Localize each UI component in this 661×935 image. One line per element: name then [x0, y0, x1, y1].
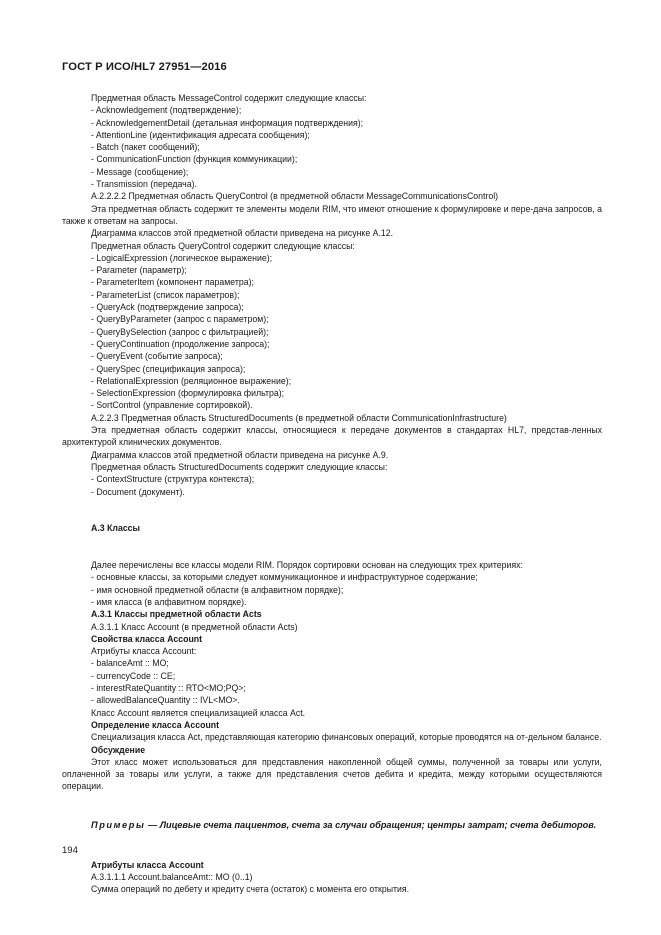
list-item: - Document (документ). [91, 486, 185, 497]
paragraph: Специализация класса Act, представляющая категорию финансовых операций, которые проводятся на от-дельном балансе. [91, 732, 602, 743]
section-heading: A.3.1 Классы предметной области Acts [91, 609, 262, 620]
list-item: - balanceAmt :: MO; [91, 658, 169, 669]
list-item: - SelectionExpression (формулировка фильтра); [91, 388, 285, 399]
paragraph: Класс Account является специализацией класса Act. [91, 707, 306, 718]
list-item: - Parameter (параметр); [91, 265, 187, 276]
document-header: ГОСТ Р ИСО/HL7 27951—2016 [62, 61, 227, 73]
list-item: - ContextStructure (структура контекста); [91, 474, 255, 485]
paragraph: Эта предметная область содержит классы, относящиеся к передаче документов в стандартах HL7, представ-ленных архитектурой клинических документов. [62, 425, 602, 448]
paragraph: Предметная область StructuredDocuments содержит следующие классы: [91, 461, 388, 472]
list-item: - QueryBySelection (запрос с фильтрацией); [91, 326, 269, 337]
section-heading: Атрибуты класса Account [91, 859, 204, 870]
section-heading: Определение класса Account [91, 719, 220, 730]
page-number: 194 [62, 845, 78, 856]
paragraph: Диаграмма классов этой предметной области приведена на рисунке A.12. [91, 228, 394, 239]
list-item: - имя класса (в алфавитном порядке). [91, 596, 247, 607]
paragraph: Сумма операций по дебету и кредиту счета (остаток) с момента его открытия. [91, 884, 410, 895]
paragraph: A.3.1.1.1 Account.balanceAmt:: MO (0..1) [91, 871, 253, 882]
example-text: — Лицевые счета пациентов, счета за случаи обращения; центры затрат; счета дебиторов. [145, 820, 597, 831]
list-item: - ParameterList (список параметров); [91, 289, 240, 300]
list-item: - RelationalExpression (реляционное выражение); [91, 375, 292, 386]
list-item: - Acknowledgement (подтверждение); [91, 105, 242, 116]
spacer [62, 543, 602, 550]
list-item: - ParameterItem (компонент параметра); [91, 277, 254, 288]
list-item: - CommunicationFunction (функция коммуникации); [91, 154, 298, 165]
spacer [62, 841, 602, 850]
example-note [62, 819, 602, 832]
paragraph: Предметная область QueryControl содержит следующие классы: [91, 240, 355, 251]
list-item: - основные классы, за которыми следует коммуникационное и инфраструктурное содержание; [91, 572, 478, 583]
list-item: - allowedBalanceQuantity :: IVL<MO>. [91, 695, 240, 706]
list-item: - SortControl (управление сортировкой). [91, 400, 253, 411]
spacer [62, 801, 602, 810]
list-item: - AcknowledgementDetail (детальная информация подтверждения); [91, 117, 364, 128]
spacer [62, 507, 602, 514]
list-item: - AttentionLine (идентификация адресата сообщения); [91, 129, 310, 140]
section-heading: Обсуждение [91, 744, 146, 755]
paragraph: Эта предметная область содержит те элементы модели RIM, что имеют отношение к формулировке и пере-дача запросов, а также к ответам на запросы. [62, 203, 602, 226]
paragraph: Диаграмма классов этой предметной области приведена на рисунке A.9. [91, 449, 389, 460]
paragraph: Этот класс может использоваться для представления накопленной общей суммы, полученной за товары или услуги, оплаченной за товары или услуги, а также для представления счетов дебита и кредита, между которыми осуществляются операции. [62, 756, 602, 792]
list-item: - QueryAck (подтверждение запроса); [91, 302, 244, 313]
paragraph: A.3.1.1 Класс Account (в предметной области Acts) [91, 621, 298, 632]
list-item: - Message (сообщение); [91, 166, 189, 177]
list-item: - QueryEvent (событие запроса); [91, 351, 223, 362]
list-item: - Transmission (передача). [91, 179, 197, 190]
list-item: - interestRateQuantity :: RTO<MO;PQ>; [91, 683, 246, 694]
paragraph: A.2.2.2.2 Предметная область QueryControl (в предметной области MessageCommunicationsControl) [91, 191, 499, 202]
list-item: - Batch (пакет сообщений); [91, 142, 200, 153]
paragraph: Далее перечислены все классы модели RIM. Порядок сортировки основан на следующих трех критериях: [91, 560, 523, 571]
list-item: - QueryByParameter (запрос с параметром); [91, 314, 269, 325]
list-item: - QuerySpec (спецификация запроса); [91, 363, 246, 374]
list-item: - имя основной предметной области (в алфавитном порядке); [91, 584, 344, 595]
list-item: - QueryContinuation (продолжение запроса); [91, 338, 270, 349]
list-item: - currencyCode :: CE; [91, 670, 176, 681]
paragraph: A.2.2.3 Предметная область StructuredDocuments (в предметной области CommunicationInfrastructure) [91, 412, 507, 423]
paragraph: Предметная область MessageControl содержит следующие классы: [91, 93, 367, 103]
paragraph: Атрибуты класса Account: [91, 646, 197, 657]
document-body [62, 92, 602, 895]
example-label: Примеры [91, 820, 146, 831]
list-item: - LogicalExpression (логическое выражение); [91, 252, 273, 263]
section-heading: A.3 Классы [91, 523, 141, 534]
section-heading: Свойства класса Account [91, 633, 203, 644]
